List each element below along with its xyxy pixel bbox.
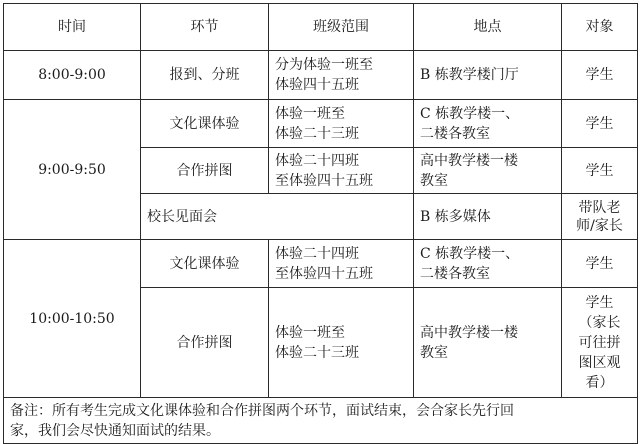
location-cell (414, 288, 562, 398)
classes-line: 体验二十三班 (275, 125, 359, 142)
note-cell (4, 398, 638, 444)
header-target: 对象 (562, 4, 638, 51)
target-cell: 学生 (562, 100, 638, 148)
target-line: 师/家长 (576, 217, 623, 234)
table-header-row (4, 4, 638, 51)
target-line: 带队老 (578, 199, 621, 216)
location-cell: B 栋教学楼门厅 (414, 51, 562, 100)
classes-line: 体验一班至 (275, 324, 345, 341)
schedule-table (3, 3, 638, 444)
note-line: 家，我们会尽快通知面试的结果。 (10, 422, 220, 439)
table-row (4, 51, 638, 100)
location-line: 二楼各教室 (420, 265, 490, 282)
header-time: 时间 (4, 4, 141, 51)
time-cell: 9:00-9:50 (4, 100, 141, 240)
time-cell: 8:00-9:00 (4, 51, 141, 100)
classes-cell (269, 148, 414, 194)
classes-line: 体验一班至 (275, 105, 345, 122)
location-line: C 栋教学楼一、 (420, 105, 520, 122)
activity-cell: 校长见面会 (141, 194, 414, 240)
classes-cell (269, 240, 414, 288)
location-cell (414, 240, 562, 288)
header-location: 地点 (414, 4, 562, 51)
activity-cell: 合作拼图 (141, 148, 269, 194)
activity-cell: 合作拼图 (141, 288, 269, 398)
target-cell: 学生 (562, 148, 638, 194)
target-cell (562, 288, 638, 398)
classes-cell (269, 288, 414, 398)
location-line: C 栋教学楼一、 (420, 245, 520, 262)
classes-line: 至体验四十五班 (275, 172, 373, 189)
target-cell: 学生 (562, 51, 638, 100)
target-line: 看） (585, 374, 614, 391)
classes-line: 体验二十三班 (275, 344, 359, 361)
location-cell: B 栋多媒体 (414, 194, 562, 240)
target-line: 图区观 (578, 354, 621, 371)
classes-cell (269, 51, 414, 100)
classes-line: 体验四十五班 (275, 77, 359, 93)
classes-line: 至体验四十五班 (275, 265, 373, 282)
target-cell (562, 194, 638, 240)
location-cell (414, 100, 562, 148)
time-cell: 10:00-10:50 (4, 240, 141, 398)
location-line: 高中教学楼一楼 (420, 152, 518, 169)
classes-line: 体验二十四班 (275, 245, 359, 262)
note-line: 备注：所有考生完成文化课体验和合作拼图两个环节，面试结束，会合家长先行回 (10, 402, 514, 419)
table-row (4, 240, 638, 288)
target-line: 学生 (585, 294, 614, 311)
location-line: 高中教学楼一楼 (420, 324, 518, 341)
classes-line: 分为体验一班至 (275, 57, 373, 73)
location-line: 二楼各教室 (420, 125, 490, 142)
target-line: （家长 (578, 314, 621, 331)
target-line: 可往拼 (578, 334, 621, 351)
activity-cell: 文化课体验 (141, 100, 269, 148)
activity-cell: 报到、分班 (141, 51, 269, 100)
activity-cell: 文化课体验 (141, 240, 269, 288)
classes-line: 体验二十四班 (275, 152, 359, 169)
location-line: 教室 (420, 344, 448, 361)
header-activity: 环节 (141, 4, 269, 51)
location-cell (414, 148, 562, 194)
location-line: 教室 (420, 172, 448, 189)
header-classes: 班级范围 (269, 4, 414, 51)
table-row (4, 100, 638, 148)
note-row (4, 398, 638, 444)
target-cell: 学生 (562, 240, 638, 288)
classes-cell (269, 100, 414, 148)
